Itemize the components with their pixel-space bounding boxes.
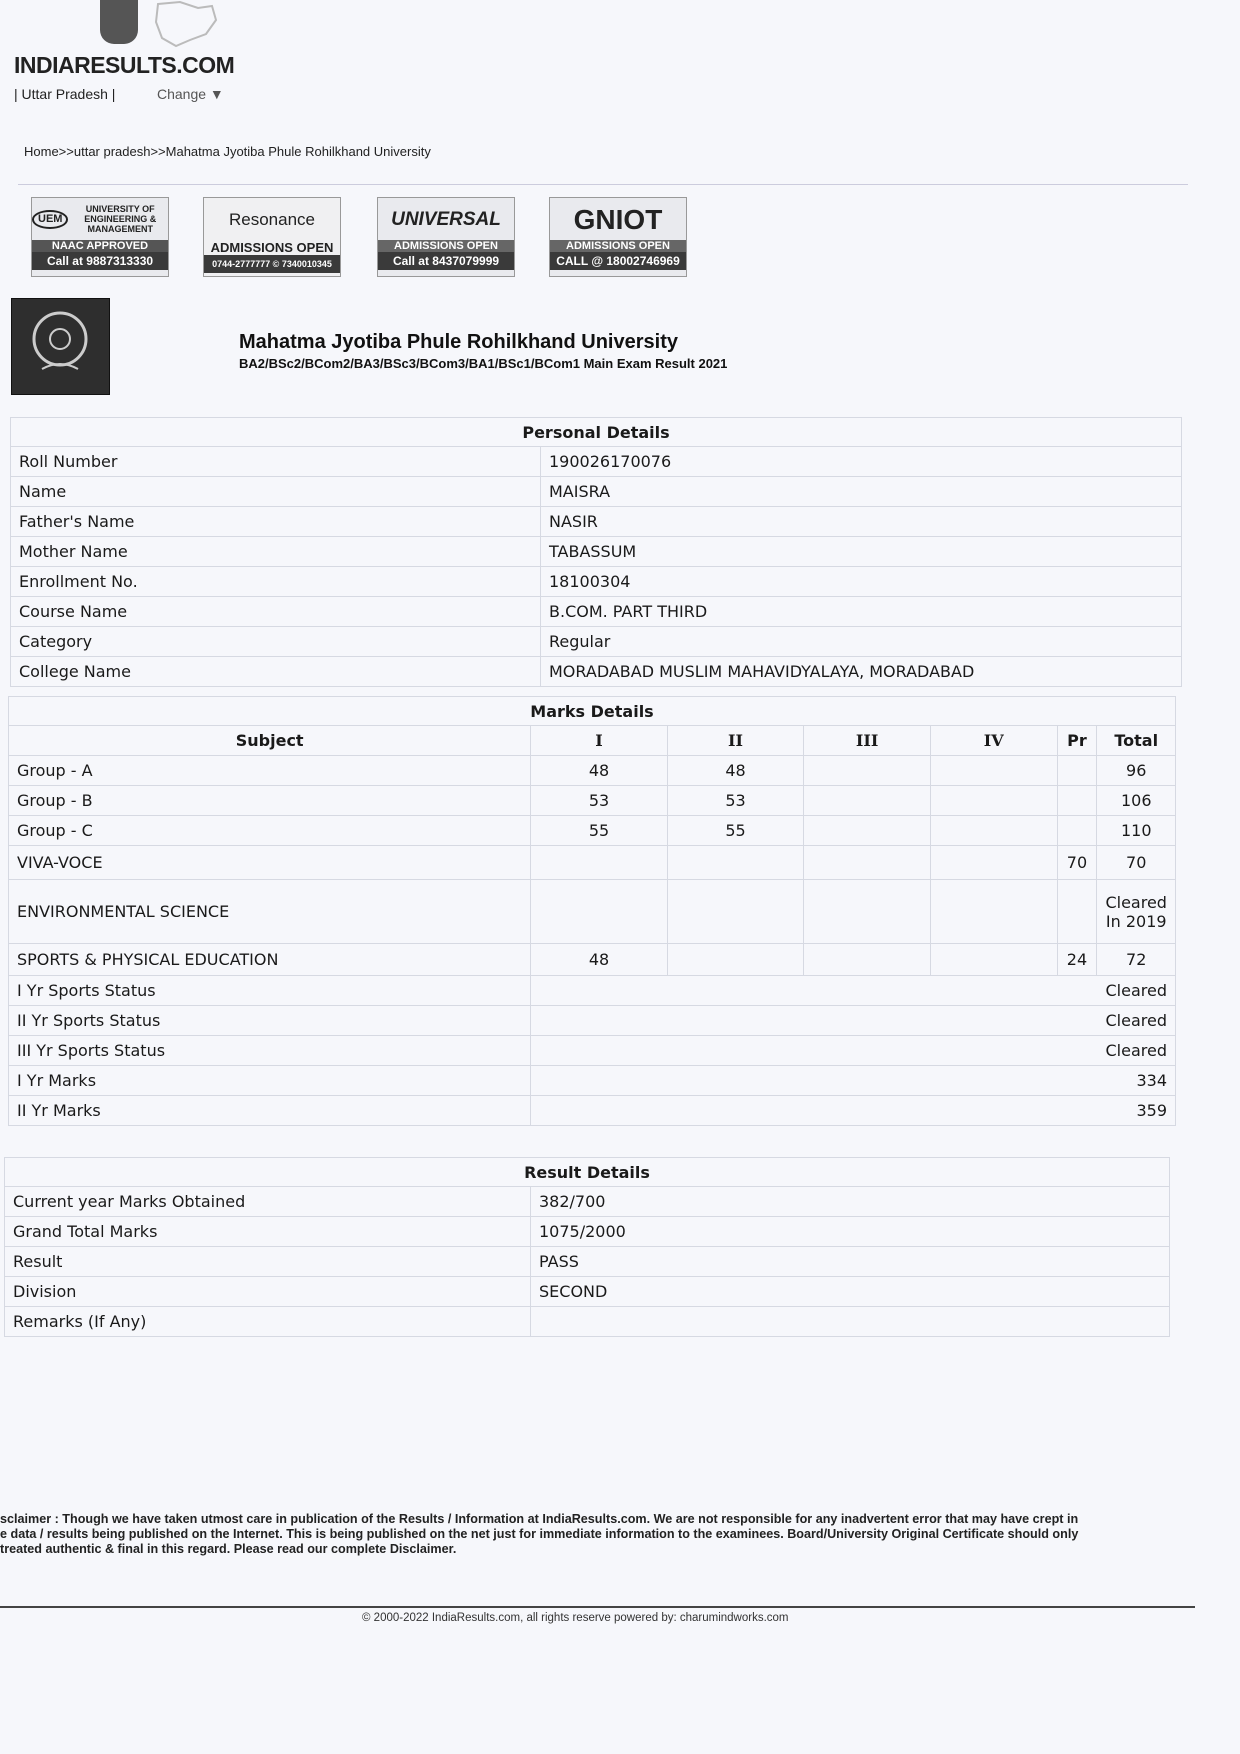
mark-pr: 24	[1057, 944, 1097, 976]
mark-pr: 70	[1057, 846, 1097, 880]
university-title: Mahatma Jyotiba Phule Rohilkhand University	[239, 331, 678, 353]
table-row	[11, 447, 1182, 477]
field-value: Regular	[541, 627, 1182, 657]
status-label: I Yr Sports Status	[9, 976, 531, 1006]
field-label: Category	[11, 627, 541, 657]
table-row	[5, 1307, 1170, 1337]
mark-iii	[804, 846, 931, 880]
table-row	[11, 477, 1182, 507]
field-value: NASIR	[541, 507, 1182, 537]
table-row	[11, 507, 1182, 537]
mark-i	[531, 880, 667, 944]
field-value: TABASSUM	[541, 537, 1182, 567]
subject-name: SPORTS & PHYSICAL EDUCATION	[9, 944, 531, 976]
status-value: 359	[531, 1096, 1176, 1126]
mark-pr	[1057, 756, 1097, 786]
table-row	[9, 1066, 1176, 1096]
table-row	[5, 1217, 1170, 1247]
ad-uem-banner[interactable]	[31, 197, 169, 277]
mark-pr	[1057, 786, 1097, 816]
mark-pr	[1057, 816, 1097, 846]
mark-i: 48	[531, 944, 667, 976]
status-label: I Yr Marks	[9, 1066, 531, 1096]
result-value: 1075/2000	[531, 1217, 1170, 1247]
mark-total: 72	[1097, 944, 1176, 976]
field-label: College Name	[11, 657, 541, 687]
table-row	[9, 756, 1176, 786]
subject-name: VIVA-VOCE	[9, 846, 531, 880]
result-value: SECOND	[531, 1277, 1170, 1307]
result-value: PASS	[531, 1247, 1170, 1277]
university-seal-icon	[11, 298, 110, 395]
status-value: Cleared	[531, 1036, 1176, 1066]
result-label: Grand Total Marks	[5, 1217, 531, 1247]
ad-gniot-call: CALL @ 18002746969	[550, 252, 686, 270]
result-details-heading: Result Details	[5, 1158, 1170, 1187]
field-value: 18100304	[541, 567, 1182, 597]
site-name[interactable]: INDIARESULTS.COM	[14, 52, 235, 78]
ad-resonance-call: 0744-2777777 © 7340010345	[204, 255, 340, 273]
mark-ii: 53	[667, 786, 803, 816]
ad-uem-name: UNIVERSITY OF ENGINEERING & MANAGEMENT	[84, 204, 157, 234]
ad-universal-line: ADMISSIONS OPEN	[378, 240, 514, 252]
breadcrumb[interactable]: Home>>uttar pradesh>>Mahatma Jyotiba Phule Rohilkhand University	[24, 144, 431, 159]
mark-i: 48	[531, 756, 667, 786]
mark-ii	[667, 944, 803, 976]
mark-iii	[804, 786, 931, 816]
mark-pr	[1057, 880, 1097, 944]
mark-total: Cleared In 2019	[1097, 880, 1176, 944]
mark-iv	[930, 846, 1057, 880]
mark-ii: 48	[667, 756, 803, 786]
mark-iv	[930, 816, 1057, 846]
ad-resonance-line: ADMISSIONS OPEN	[210, 240, 334, 255]
table-row	[9, 1036, 1176, 1066]
result-label: Remarks (If Any)	[5, 1307, 531, 1337]
result-label: Result	[5, 1247, 531, 1277]
change-region-dropdown[interactable]: Change ▼	[157, 86, 224, 102]
divider	[18, 184, 1188, 185]
ad-universal-banner[interactable]	[377, 197, 515, 277]
column-header-total: Total	[1097, 726, 1176, 756]
status-value: Cleared	[531, 976, 1176, 1006]
disclaimer-line: sclaimer : Though we have taken utmost care in publication of the Results / Information at IndiaResults.com. We are not responsible for any inadvertent error that may have crept in	[0, 1512, 1079, 1526]
region-label: | Uttar Pradesh |	[14, 86, 116, 102]
mark-iii	[804, 816, 931, 846]
ad-gniot-banner[interactable]	[549, 197, 687, 277]
mark-total: 70	[1097, 846, 1176, 880]
ad-universal-call: Call at 8437079999	[378, 252, 514, 270]
field-label: Mother Name	[11, 537, 541, 567]
copyright-text: © 2000-2022 IndiaResults.com, all rights reserve powered by: charumindworks.com	[362, 1612, 789, 1624]
field-label: Name	[11, 477, 541, 507]
subject-name: Group - A	[9, 756, 531, 786]
mark-total: 106	[1097, 786, 1176, 816]
field-value: 190026170076	[541, 447, 1182, 477]
mark-ii: 55	[667, 816, 803, 846]
field-label: Course Name	[11, 597, 541, 627]
mark-iv	[930, 756, 1057, 786]
disclaimer-link[interactable]: Disclaimer.	[389, 1542, 457, 1556]
personal-details-heading: Personal Details	[11, 418, 1182, 447]
column-header-pr: Pr	[1057, 726, 1097, 756]
field-label: Father's Name	[11, 507, 541, 537]
result-value: 382/700	[531, 1187, 1170, 1217]
ad-uem-line: NAAC APPROVED	[32, 240, 168, 252]
result-label: Current year Marks Obtained	[5, 1187, 531, 1217]
field-value: B.COM. PART THIRD	[541, 597, 1182, 627]
mark-i	[531, 846, 667, 880]
personal-details-table	[10, 417, 1182, 687]
table-row	[9, 944, 1176, 976]
uem-badge: UEM	[32, 210, 68, 229]
result-label: Division	[5, 1277, 531, 1307]
mark-iv	[930, 880, 1057, 944]
column-header-iii: III	[804, 726, 931, 756]
column-header-i: I	[531, 726, 667, 756]
table-row	[9, 880, 1176, 944]
column-header-ii: II	[667, 726, 803, 756]
exam-subtitle: BA2/BSc2/BCom2/BA3/BSc3/BCom3/BA1/BSc1/BCom1 Main Exam Result 2021	[239, 356, 728, 371]
disclaimer-line: e data / results being published on the Internet. This is being published on the net just for immediate information to the examinees. Board/University Original Certificate should only	[0, 1527, 1079, 1541]
mark-iv	[930, 944, 1057, 976]
table-row	[9, 816, 1176, 846]
result-details-table	[4, 1157, 1170, 1337]
ad-resonance-name: Resonance	[228, 209, 315, 229]
table-row	[9, 846, 1176, 880]
subject-name: ENVIRONMENTAL SCIENCE	[9, 880, 531, 944]
marks-details-heading: Marks Details	[9, 697, 1176, 726]
ad-uem-call: Call at 9887313330	[32, 252, 168, 270]
mark-ii	[667, 880, 803, 944]
status-label: II Yr Marks	[9, 1096, 531, 1126]
disclaimer-text	[0, 1512, 1180, 1557]
ad-resonance-banner[interactable]	[203, 197, 341, 277]
mark-i: 53	[531, 786, 667, 816]
table-row	[5, 1247, 1170, 1277]
mark-iii	[804, 880, 931, 944]
disclaimer-line-text: treated authentic & final in this regard. Please read our complete	[0, 1542, 387, 1556]
status-value: 334	[531, 1066, 1176, 1096]
table-row	[11, 657, 1182, 687]
field-label: Roll Number	[11, 447, 541, 477]
footer-divider	[0, 1606, 1195, 1608]
ad-gniot-name: GNIOT	[573, 203, 663, 235]
mark-iv	[930, 786, 1057, 816]
status-label: III Yr Sports Status	[9, 1036, 531, 1066]
status-value: Cleared	[531, 1006, 1176, 1036]
marks-details-table	[8, 696, 1176, 1126]
mark-iii	[804, 756, 931, 786]
mark-ii	[667, 846, 803, 880]
status-label: II Yr Sports Status	[9, 1006, 531, 1036]
table-row	[9, 976, 1176, 1006]
field-value: MORADABAD MUSLIM MAHAVIDYALAYA, MORADABAD	[541, 657, 1182, 687]
mark-i: 55	[531, 816, 667, 846]
table-row	[5, 1277, 1170, 1307]
mark-total: 96	[1097, 756, 1176, 786]
field-label: Enrollment No.	[11, 567, 541, 597]
table-row	[11, 597, 1182, 627]
table-row	[9, 786, 1176, 816]
subject-name: Group - C	[9, 816, 531, 846]
disclaimer-line	[0, 1542, 1180, 1557]
uttar-pradesh-map-icon	[150, 0, 220, 48]
mark-total: 110	[1097, 816, 1176, 846]
result-value	[531, 1307, 1170, 1337]
mark-iii	[804, 944, 931, 976]
subject-name: Group - B	[9, 786, 531, 816]
table-row	[9, 1096, 1176, 1126]
site-logo-icon[interactable]	[100, 0, 138, 44]
table-row	[5, 1187, 1170, 1217]
table-row	[11, 537, 1182, 567]
ad-gniot-line: ADMISSIONS OPEN	[550, 240, 686, 252]
table-row	[11, 567, 1182, 597]
table-row	[9, 1006, 1176, 1036]
field-value: MAISRA	[541, 477, 1182, 507]
column-header-subject: Subject	[9, 726, 531, 756]
ad-universal-name: UNIVERSAL	[391, 208, 501, 230]
column-header-iv: IV	[930, 726, 1057, 756]
table-row	[11, 627, 1182, 657]
